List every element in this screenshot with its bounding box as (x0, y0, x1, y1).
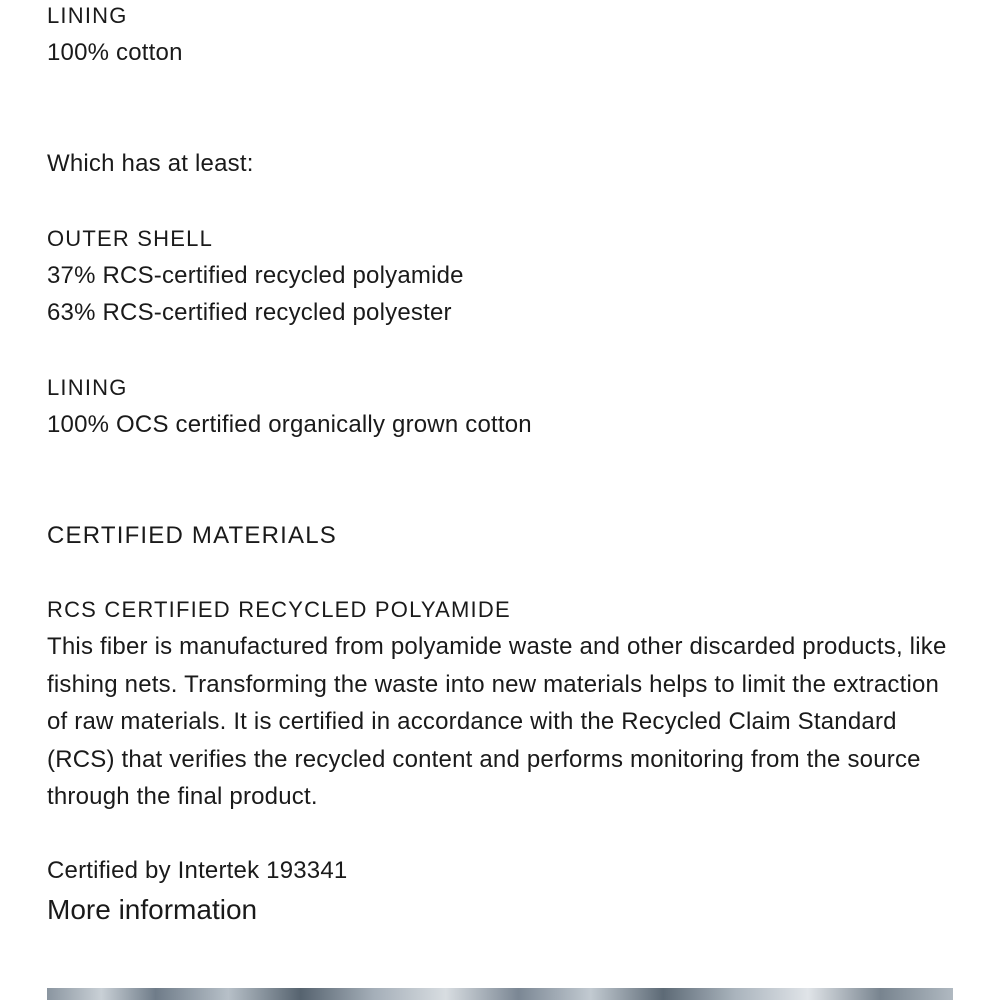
composition-lining-value: 100% cotton (47, 39, 183, 66)
outer-shell-item: 37% RCS-certified recycled polyamide (47, 262, 464, 289)
minimums-lining-value: 100% OCS certified organically grown cotton (47, 411, 532, 438)
certified-materials-title: CERTIFIED MATERIALS (47, 522, 337, 549)
material-description: This fiber is manufactured from polyamide waste and other discarded products, like fishing nets. Transforming the waste into new materials helps to limit the extraction of raw materials. It is certified in accordance with the Recycled Claim Standard (RCS) that verifies the recycled content and performs monitoring from the source through the final product. (47, 633, 947, 810)
minimums-lining-heading: LINING (47, 375, 128, 400)
outer-shell-item: 63% RCS-certified recycled polyester (47, 299, 452, 326)
composition-lining-heading: LINING (47, 3, 128, 28)
minimums-intro: Which has at least: (47, 150, 254, 177)
more-information-link[interactable]: More information (47, 894, 258, 925)
material-heading: RCS CERTIFIED RECYCLED POLYAMIDE (47, 597, 511, 622)
product-composition-panel (47, 0, 957, 1000)
product-image (47, 988, 953, 1000)
outer-shell-heading: OUTER SHELL (47, 226, 214, 251)
certified-by-text: Certified by Intertek 193341 (47, 857, 348, 884)
